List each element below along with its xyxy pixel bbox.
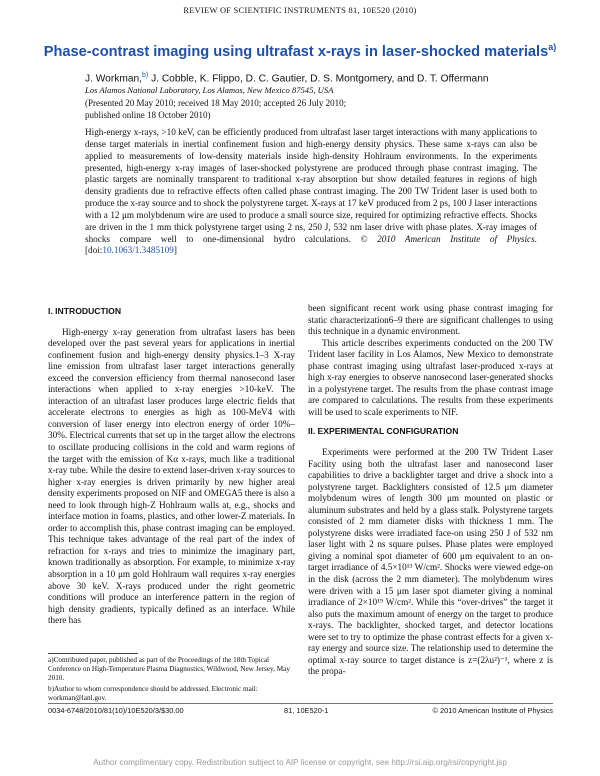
abstract-copyright: © 2010 American Institute of Physics. xyxy=(360,233,537,244)
doi-link[interactable]: 10.1063/1.3485109 xyxy=(102,245,174,256)
experimental-paragraph: Experiments were performed at the 200 TW Trident Laser Facility using both the ultrafast laser and nanosecond laser capabilities to drive a backlighter target and drive a shock into a polystyrene target. Backlighters consisted of 12.5 μm diameter molybdenum wires of length 300 μm mounted on plastic or aluminum substrates and held by a glass stalk. Polystyrene targets consisted of 2 mm diameter disks with thickness 1 mm. The polystyrene disks were irradiated face-on using 250 J of 532 nm laser light with 2 ns square pulses. Phase plates were employed giving a nominal spot diameter of 600 μm equivalent to an on-target irradiance of 4.5×10¹³ W/cm². Shocks were viewed edge-on in the disk (across the 2 mm diameter). The molybdenum wires were driven with a 15 μm laser spot diameter giving a nominal irradiance of 2×10¹⁹ W/cm². While this “over-drives” the target it also puts the maximum amount of energy on the target to produce x-rays. The backlighter, shocked target, and detector locations were set to try to optimize the phase contrast effects for a given x-ray energy and source size. The relationship used to determine the optimal x-ray source to target distance is z=(2λu²)⁻¹, where z is the propa- xyxy=(308,447,553,677)
intro-continuation: been significant recent work using phase contrast imaging for static characterization6–9 there are significant challenges to using this technique in a dynamic environment. xyxy=(308,303,553,337)
footer-divider xyxy=(48,703,553,704)
left-column xyxy=(48,306,295,627)
dates-line-2: published online 18 October 2010) xyxy=(85,109,211,120)
corresponding-author: J. Workman, xyxy=(85,73,142,85)
abstract-body: High-energy x-rays, >10 keV, can be efficiently produced from ultrafast laser target interactions with many applications to dense target materials in inertial confinement fusion and high-energy density physics. These same x-rays can also be applied to measurements of low-density materials inside high-density Hohlraum environments. In the experiments presented, high-energy x-ray images of laser-shocked polystyrene are produced through phase contrast imaging. The plastic targets are nominally transparent to traditional x-ray absorption but show detailed features in regions of high density gradients due to refractive effects often called phase contrast imaging. The 200 TW Trident laser is used both to produce the x-ray source and to shock the polystyrene target. X-rays at 17 keV produced from 2 ps, 100 J laser interactions with a 12 μm molybdenum wire are used to produce a small source size, required for optimizing refractive effects. Shocks are driven in the 1 mm thick polystyrene target using 2 ns, 250 J, 532 nm laser drive with phase plates. X-ray images of shocks compare well to one-dimensional hydro calculations. xyxy=(85,127,538,244)
footer-page-number: 81, 10E520-1 xyxy=(284,706,329,715)
author-footnote-marker[interactable]: b) xyxy=(142,72,149,79)
paper-title xyxy=(40,42,560,60)
footer-copyright: © 2010 American Institute of Physics xyxy=(432,706,553,715)
article-scope-paragraph: This article describes experiments conducted on the 200 TW Trident laser facility in Los Alamos, New Mexico to demonstrate phase contrast imaging using ultrafast laser-produced x-rays at high x-ray energies to observe nanosecond laser-generated shocks in a polystyrene target. The results from the phase contrast image are compared to calculations. The results from these experiments will be used to scale experiments to NIF. xyxy=(308,337,553,417)
copyright-notice-bar: Author complimentary copy. Redistribution subject to AIP license or copyright, see http://rsi.aip.org/rsi/copyright.jsp xyxy=(93,758,507,767)
paper-title-text: Phase-contrast imaging using ultrafast x-rays in laser-shocked materials xyxy=(43,43,549,60)
title-footnote-marker[interactable]: a) xyxy=(548,42,557,52)
experimental-heading: II. EXPERIMENTAL CONFIGURATION xyxy=(308,426,459,437)
author-list xyxy=(85,72,565,84)
dates-line-1: (Presented 20 May 2010; received 18 May 2010; accepted 26 July 2010; xyxy=(85,98,347,108)
footnotes xyxy=(48,656,295,704)
footnote-a: a)Contributed paper, published as part of the Proceedings of the 18th Topical Conference on High-Temperature Plasma Diagnostics, Wildwood, New Jersey, May 2010. xyxy=(48,656,290,683)
affiliation: Los Alamos National Laboratory, Los Alamos, New Mexico 87545, USA xyxy=(85,85,334,95)
publication-dates xyxy=(85,98,545,121)
abstract xyxy=(85,127,537,257)
footer-issn: 0034-6748/2010/81(10)/10E520/3/$30.00 xyxy=(48,706,184,715)
footnote-divider xyxy=(48,653,138,654)
doi-prefix: [doi: xyxy=(85,245,103,256)
journal-header: REVIEW OF SCIENTIFIC INSTRUMENTS 81, 10E520 (2010) xyxy=(183,6,417,15)
footnote-b: b)Author to whom correspondence should be addressed. Electronic mail: workman@lanl.gov. xyxy=(48,684,258,702)
right-column xyxy=(308,303,553,678)
intro-paragraph: High-energy x-ray generation from ultrafast lasers has been developed over the past several years for applications in inertial confinement fusion and high-energy density physics.1–3 X-ray line emission from ultrafast laser target interactions generally exceed the conversion efficiency from thermal nanosecond laser interactions when applied to x-ray energies >10-keV. The interaction of an ultrafast laser produces large electric fields that accelerate electrons to energies as high as 100-MeV4 with conversion of laser energy into electron energy of order 10%–30%. Electrical currents that set up in the target allow the electrons to oscillate producing collisions in the cold and warm regions of the target with the emission of Kα x-rays, much like a traditional x-ray tube. While the desire to extend laser-driven x-ray sources to higher x-ray energies is driven primarily by new higher areal density experiments proposed on NIF and OMEGA5 there is also a need to look through high-Z Hohlraum walls at, e.g., shocks and interface motion in foams, plastics, and other lower-Z materials. In order to accomplish this, phase contrast imaging can be employed. This technique takes advantage of the real part of the index of refraction for x-rays and tries to minimize the imaginary part, known traditionally as absorption. For example, to minimize x-ray absorption in a 10 μm gold Hohlraum wall requires x-ray energies above 30 keV. X-rays produced under the right geometric conditions will produce an interference pattern in the region of high density gradients, typically defined as an interface. While there has xyxy=(48,326,295,626)
intro-heading: I. INTRODUCTION xyxy=(48,306,122,316)
coauthors: J. Cobble, K. Flippo, D. C. Gautier, D. S. Montgomery, and D. T. Offermann xyxy=(148,73,489,85)
doi-suffix: ] xyxy=(173,245,177,256)
